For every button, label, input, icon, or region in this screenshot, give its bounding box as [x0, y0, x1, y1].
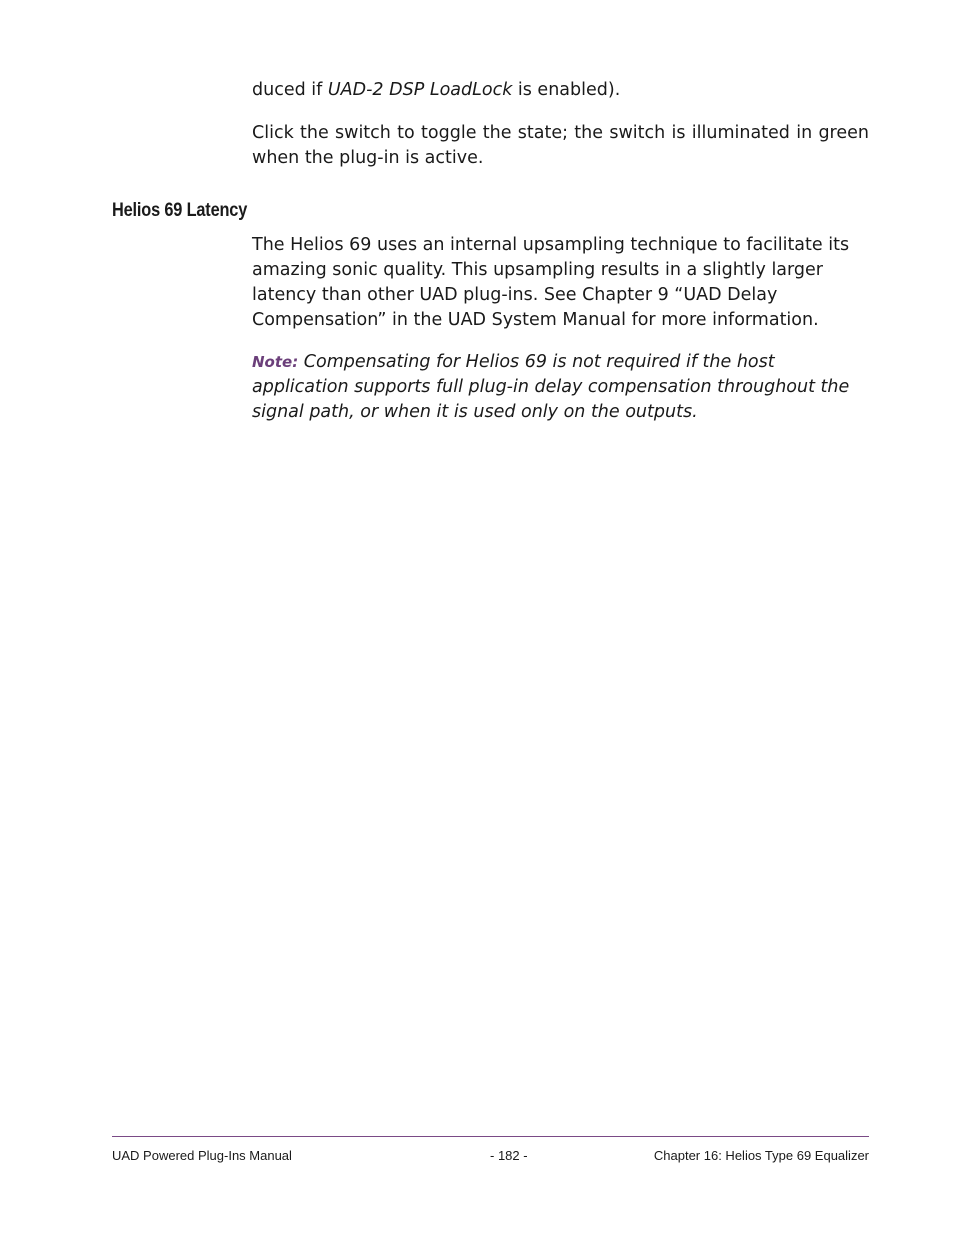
- note-text: Compensating for Helios 69 is not required if the host application supports full plug-in delay compensation throughout the signal path, or when it is used only on the outputs.: [252, 352, 850, 422]
- footer-chapter-title: Chapter 16: Helios Type 69 Equalizer: [653, 1148, 869, 1163]
- note-paragraph: [252, 350, 869, 425]
- paragraph-loadlock-suffix: is enabled).: [512, 80, 621, 100]
- footer-page-number: - 182 -: [490, 1148, 528, 1163]
- note-label: Note:: [252, 353, 299, 371]
- footer-divider: [112, 1136, 869, 1137]
- paragraph-loadlock-prefix: duced if: [252, 80, 328, 100]
- section-heading: Helios 69 Latency: [112, 200, 248, 221]
- loadlock-term: UAD-2 DSP LoadLock: [327, 80, 513, 100]
- paragraph-switch-toggle: Click the switch to toggle the state; the switch is illuminated in green when the plug-in is active.: [252, 123, 869, 168]
- paragraph-loadlock: [252, 78, 869, 103]
- footer-manual-title: UAD Powered Plug-Ins Manual: [112, 1148, 292, 1163]
- paragraph-latency: The Helios 69 uses an internal upsampling technique to facilitate its amazing sonic quality. This upsampling results in a slightly larger latency than other UAD plug-ins. See Chapter 9 “UAD Delay Compensation” in the UAD System Manual for more information.: [252, 235, 850, 330]
